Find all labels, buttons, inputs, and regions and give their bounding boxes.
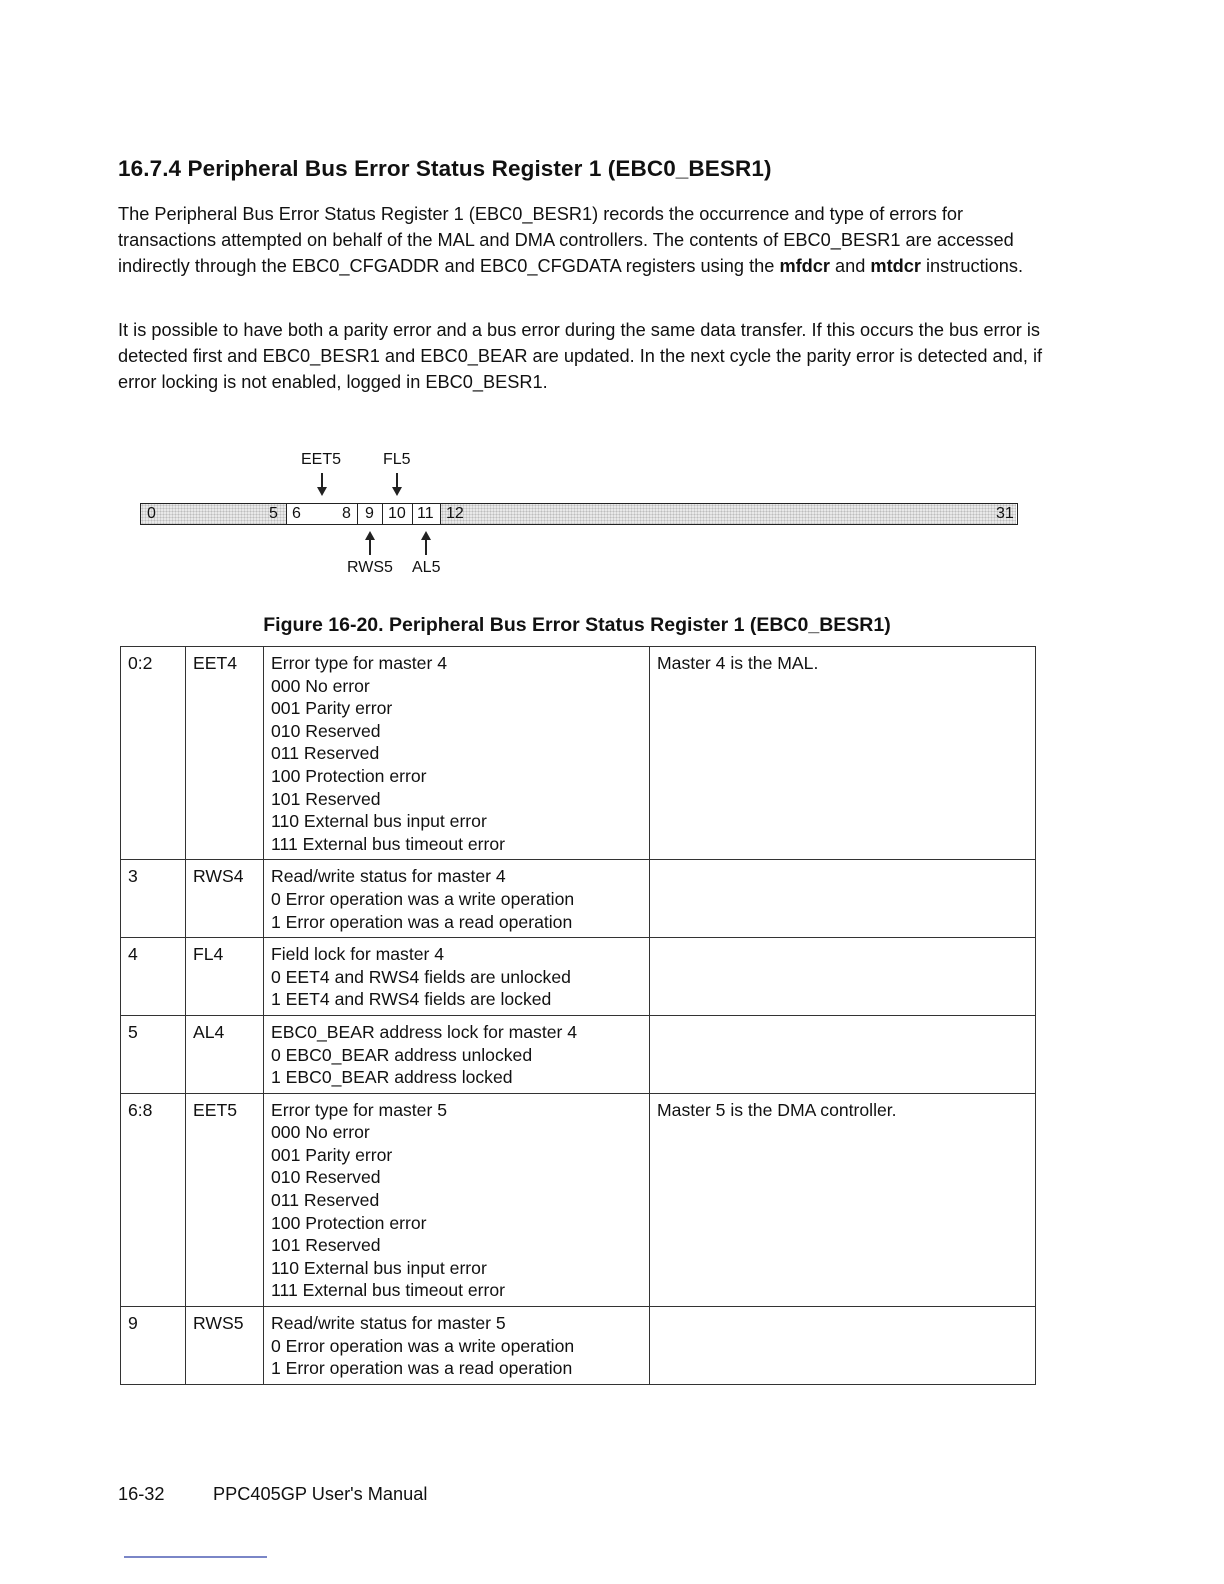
- table-row: [121, 1093, 1036, 1306]
- description-line: 1 EET4 and RWS4 fields are locked: [271, 989, 552, 1010]
- description-line: 101 Reserved: [271, 1235, 381, 1256]
- description-cell: [264, 1015, 650, 1093]
- comment-cell: Master 4 is the MAL.: [650, 647, 1036, 860]
- bit-number-31: 31: [996, 505, 1014, 522]
- comment-cell: [650, 860, 1036, 938]
- description-cell: [264, 860, 650, 938]
- reserved-bits-0-5: [141, 504, 287, 524]
- field-name-cell: RWS4: [186, 860, 264, 938]
- page-number: 16-32: [118, 1484, 165, 1504]
- parity-paragraph: It is possible to have both a parity error and a bus error during the same data transfer. If this occurs the bus error is detected first and EBC0_BESR1 and EBC0_BEAR are updated. In the next cycle the parity error is detected and, if error locking is not enabled, logged in EBC0_BESR1.: [118, 320, 1043, 392]
- description-line: 110 External bus input error: [271, 1257, 487, 1278]
- description-line: 0 EBC0_BEAR address unlocked: [271, 1044, 533, 1065]
- table-row: [121, 860, 1036, 938]
- bit-number-12: 12: [446, 505, 464, 522]
- description-line: 001 Parity error: [271, 1144, 393, 1165]
- field-name-cell: FL4: [186, 938, 264, 1016]
- description-line: 111 External bus timeout error: [271, 1280, 506, 1301]
- bits-cell: 9: [121, 1307, 186, 1385]
- bit-number-10: 10: [388, 505, 406, 522]
- table-row: [121, 1015, 1036, 1093]
- description-line: EBC0_BEAR address lock for master 4: [271, 1021, 578, 1042]
- description-line: 010 Reserved: [271, 1167, 381, 1188]
- bit-number-11: 11: [417, 505, 434, 522]
- description-line: 000 No error: [271, 1122, 370, 1143]
- description-line: 1 Error operation was a read operation: [271, 1358, 573, 1379]
- figure-caption: Figure 16-20. Peripheral Bus Error Status Register 1 (EBC0_BESR1): [263, 614, 891, 636]
- description-line: Field lock for master 4: [271, 944, 445, 965]
- description-line: 001 Parity error: [271, 698, 393, 719]
- bits-cell: 0:2: [121, 647, 186, 860]
- divider-line: [124, 1556, 267, 1558]
- description-line: 011 Reserved: [271, 1190, 380, 1211]
- description-line: Read/write status for master 5: [271, 1313, 506, 1334]
- intro-text-2: and: [829, 256, 871, 276]
- comment-cell: [650, 1307, 1036, 1385]
- bits-cell: 5: [121, 1015, 186, 1093]
- table-row: [121, 938, 1036, 1016]
- description-cell: [264, 647, 650, 860]
- mfdcr-instruction: mfdcr: [779, 256, 830, 276]
- description-line: 101 Reserved: [271, 788, 381, 809]
- description-cell: [264, 1093, 650, 1306]
- description-cell: [264, 1307, 650, 1385]
- comment-cell: [650, 1015, 1036, 1093]
- label-al5: AL5: [412, 559, 441, 576]
- description-line: Error type for master 5: [271, 1099, 447, 1120]
- bits-cell: 3: [121, 860, 186, 938]
- intro-paragraph: [118, 201, 1048, 279]
- register-field-table: [120, 646, 1036, 1385]
- intro-text-3: instructions.: [920, 256, 1024, 276]
- comment-cell: [650, 938, 1036, 1016]
- description-cell: [264, 938, 650, 1016]
- description-line: Read/write status for master 4: [271, 866, 506, 887]
- bit-number-8: 8: [342, 505, 351, 522]
- register-bar: [140, 503, 1018, 525]
- intro-text-1: The Peripheral Bus Error Status Register 1 (EBC0_BESR1) records the occurrence and type of errors for transactions attempted on behalf of the MAL and DMA controllers. The contents of EBC0_BESR1 are accessed indirectly through the EBC0_CFGADDR and EBC0_CFGDATA registers using the: [118, 204, 1014, 276]
- field-name-cell: AL4: [186, 1015, 264, 1093]
- bit-number-9: 9: [365, 505, 374, 522]
- mtdcr-instruction: mtdcr: [870, 256, 921, 276]
- description-line: 000 No error: [271, 675, 370, 696]
- comment-cell: Master 5 is the DMA controller.: [650, 1093, 1036, 1306]
- field-name-cell: RWS5: [186, 1307, 264, 1385]
- description-line: 0 Error operation was a write operation: [271, 888, 575, 909]
- label-eet5: EET5: [301, 451, 342, 468]
- label-fl5: FL5: [383, 451, 411, 468]
- field-name-cell: EET5: [186, 1093, 264, 1306]
- bit-number-0: 0: [147, 505, 156, 522]
- table-row: [121, 647, 1036, 860]
- bits-cell: 4: [121, 938, 186, 1016]
- label-rws5: RWS5: [347, 559, 393, 576]
- manual-title: PPC405GP User's Manual: [213, 1484, 428, 1504]
- bits-cell: 6:8: [121, 1093, 186, 1306]
- description-line: Error type for master 4: [271, 653, 447, 673]
- description-line: 1 Error operation was a read operation: [271, 911, 573, 932]
- description-line: 010 Reserved: [271, 720, 381, 741]
- reserved-bits-12-31: [441, 504, 1016, 524]
- description-line: 110 External bus input error: [271, 811, 487, 832]
- description-line: 011 Reserved: [271, 743, 380, 764]
- field-name-cell: EET4: [186, 647, 264, 860]
- bit-number-5: 5: [269, 505, 278, 522]
- description-line: 0 Error operation was a write operation: [271, 1335, 575, 1356]
- section-heading: 16.7.4 Peripheral Bus Error Status Register 1 (EBC0_BESR1): [118, 156, 772, 181]
- bit-number-6: 6: [292, 505, 301, 522]
- table-row: [121, 1307, 1036, 1385]
- description-line: 100 Protection error: [271, 765, 427, 786]
- description-line: 0 EET4 and RWS4 fields are unlocked: [271, 966, 571, 987]
- description-line: 100 Protection error: [271, 1212, 427, 1233]
- description-line: 111 External bus timeout error: [271, 833, 506, 854]
- description-line: 1 EBC0_BEAR address locked: [271, 1067, 513, 1088]
